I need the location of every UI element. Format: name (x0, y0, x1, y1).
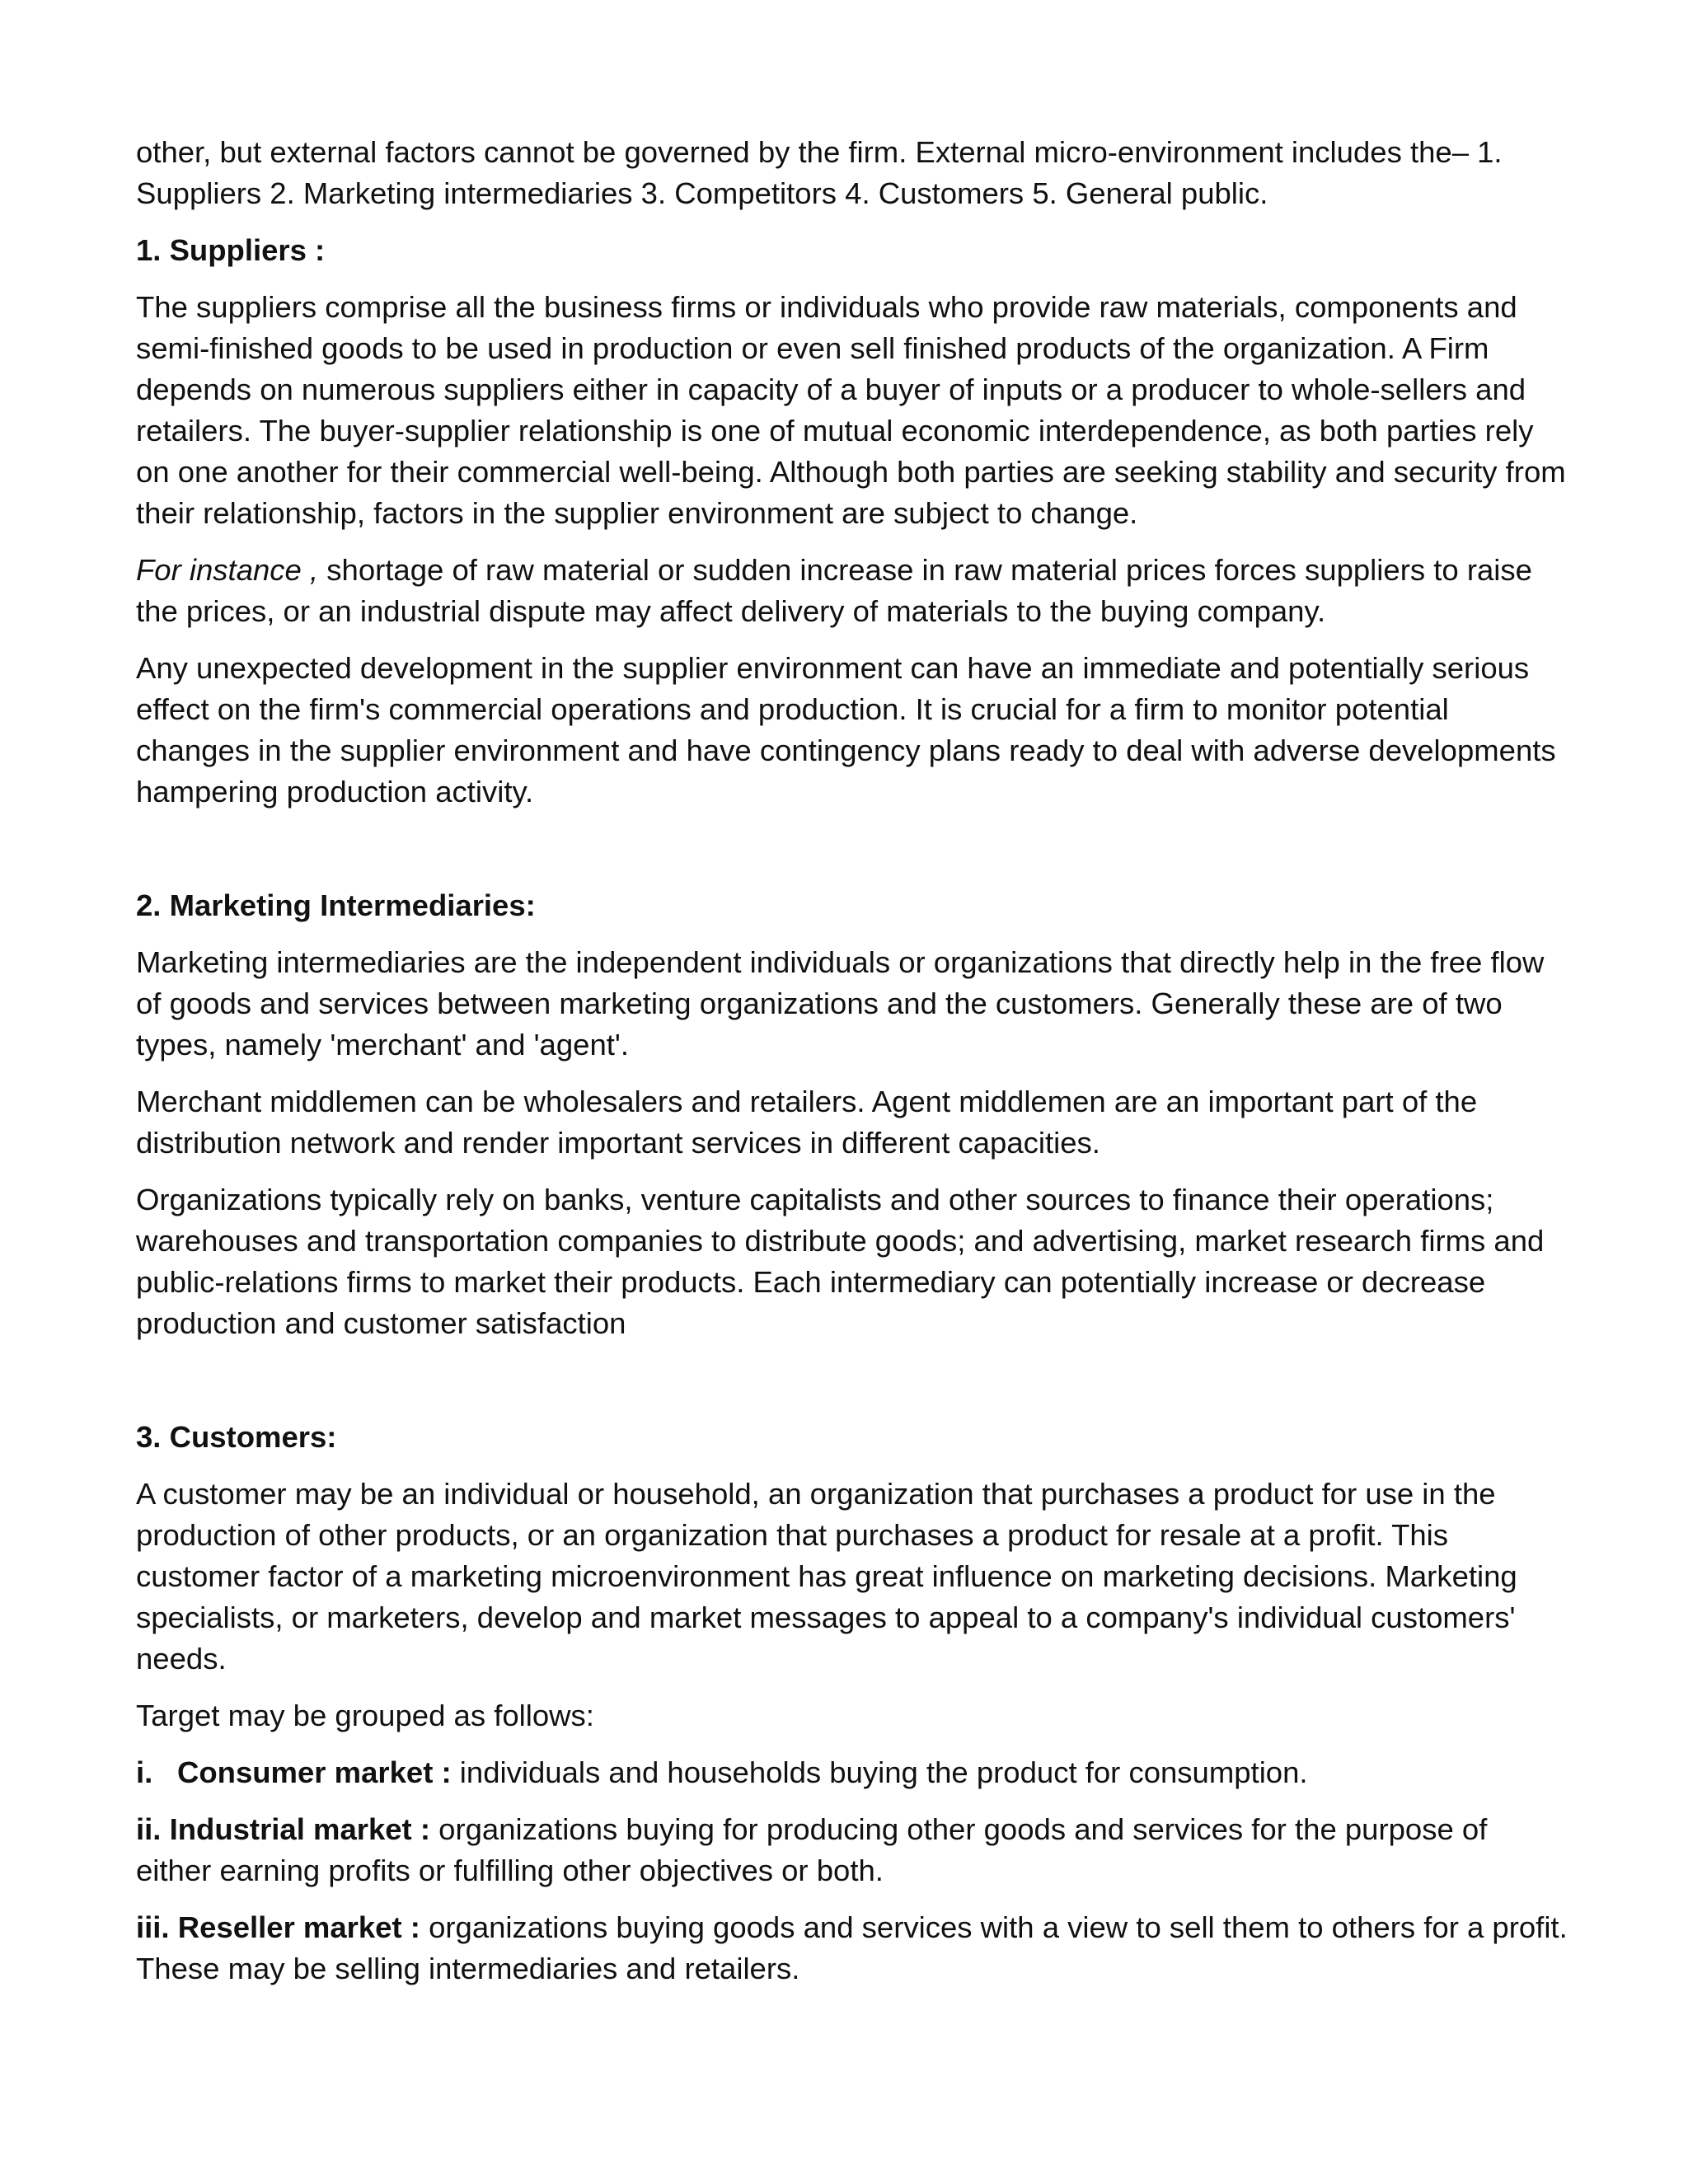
intermediaries-heading: 2. Marketing Intermediaries: (136, 888, 536, 922)
market-item-text: individuals and households buying the product for consumption. (451, 1755, 1308, 1789)
market-item-numeral: i. (136, 1755, 153, 1789)
customers-paragraph-2: Target may be grouped as follows: (136, 1699, 594, 1732)
market-item-consumer (136, 1752, 1570, 1793)
market-item-text: organizations buying goods and services with a view to sell them to others for a profit. These may be selling intermediaries and retailers. (136, 1910, 1568, 1985)
market-item-term: Consumer market : (177, 1755, 452, 1789)
document-page (136, 132, 1570, 2005)
market-item-term: Reseller market : (177, 1910, 420, 1944)
for-instance-lead: For instance , (136, 553, 319, 587)
suppliers-paragraph-3: Any unexpected development in the supplier environment can have an immediate and potentially serious effect on the firm's commercial operations and production. It is crucial for a firm to monitor potential changes in the supplier environment and have contingency plans ready to deal with adverse developments hampering production activity. (136, 651, 1556, 808)
intermediaries-paragraph-2: Merchant middlemen can be wholesalers and retailers. Agent middlemen are an important part of the distribution network and render important services in different capacities. (136, 1085, 1478, 1160)
intermediaries-paragraph-1: Marketing intermediaries are the independent individuals or organizations that directly help in the free flow of goods and services between marketing organizations and the customers. Generally these are of two types, namely 'merchant' and 'agent'. (136, 945, 1545, 1062)
suppliers-paragraph-2 (136, 550, 1570, 632)
suppliers-heading: 1. Suppliers : (136, 233, 326, 267)
market-item-reseller (136, 1907, 1570, 1990)
market-item-text: organizations buying for producing other goods and services for the purpose of either earning profits or fulfilling other objectives or both. (136, 1812, 1488, 1887)
suppliers-paragraph-2-text: shortage of raw material or sudden increase in raw material prices forces suppliers to raise the prices, or an industrial dispute may affect delivery of materials to the buying company. (136, 553, 1532, 628)
customers-heading: 3. Customers: (136, 1420, 337, 1454)
suppliers-paragraph-1: The suppliers comprise all the business firms or individuals who provide raw materials, components and semi-finished goods to be used in production or even sell finished products of the organization. A Firm depends on numerous suppliers either in capacity of a buyer of inputs or a producer to whole-sellers and retailers. The buyer-supplier relationship is one of mutual economic interdependence, as both parties rely on one another for their commercial well-being. Although both parties are seeking stability and security from their relationship, factors in the supplier environment are subject to change. (136, 290, 1566, 530)
intermediaries-paragraph-3: Organizations typically rely on banks, venture capitalists and other sources to finance their operations; warehouses and transportation companies to distribute goods; and advertising, market research firms and public-relations firms to market their products. Each intermediary can potentially increase or decrease production and customer satisfaction (136, 1183, 1545, 1340)
market-item-numeral: iii. (136, 1910, 170, 1944)
market-item-numeral: ii. (136, 1812, 162, 1846)
market-item-term: Industrial market : (169, 1812, 431, 1846)
customers-paragraph-1: A customer may be an individual or household, an organization that purchases a product for use in the production of other products, or an organization that purchases a product for resale at a profit. This customer factor of a marketing microenvironment has great influence on marketing decisions. Marketing specialists, or marketers, develop and market messages to appeal to a company's individual customers' needs. (136, 1477, 1517, 1675)
market-item-industrial (136, 1809, 1570, 1891)
intro-paragraph: other, but external factors cannot be governed by the firm. External micro-environment includes the– 1. Suppliers 2. Marketing intermediaries 3. Competitors 4. Customers 5. General public. (136, 135, 1503, 210)
